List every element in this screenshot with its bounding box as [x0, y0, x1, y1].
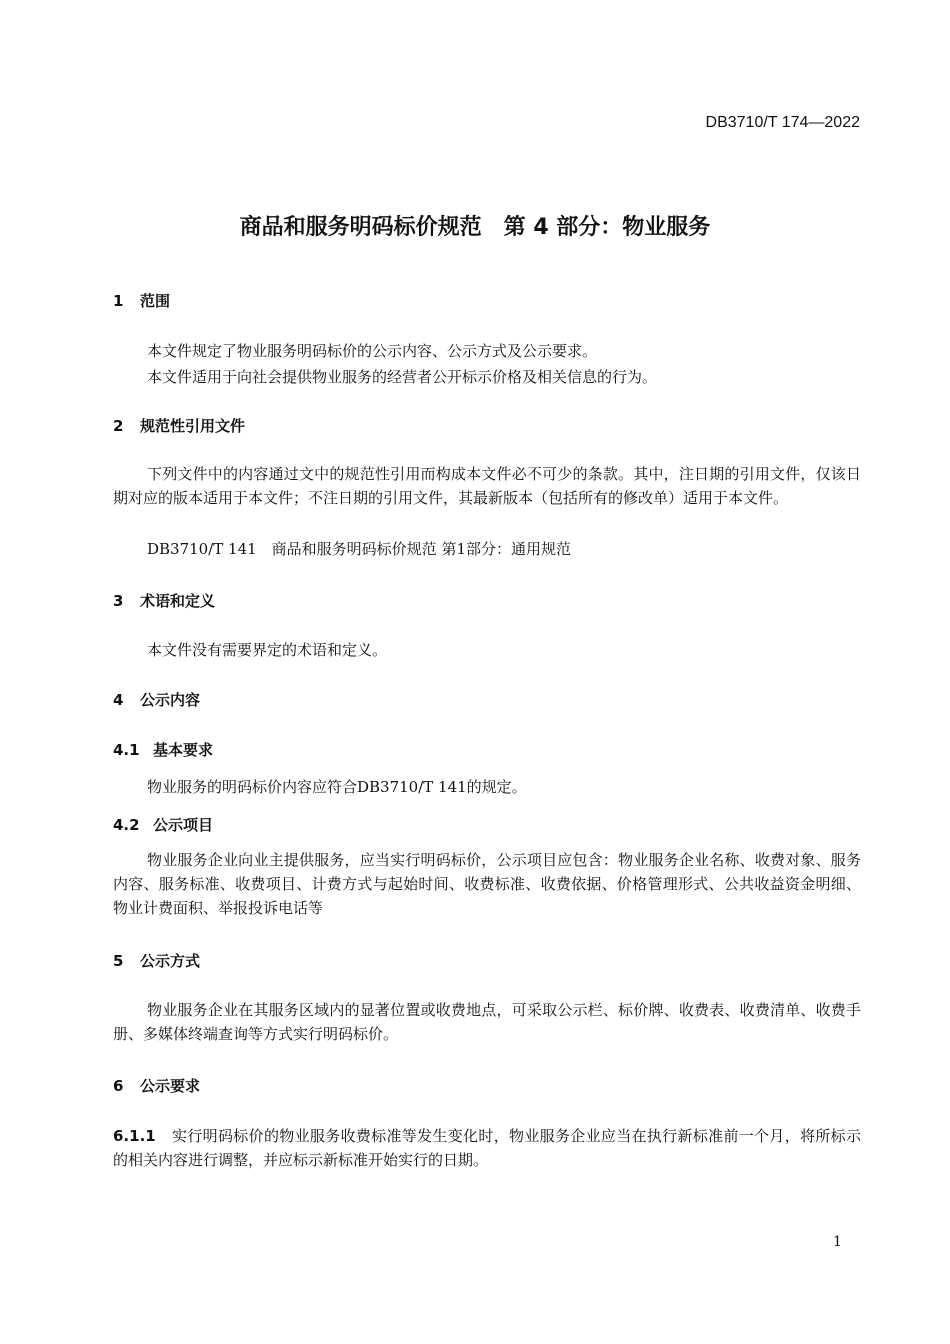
page-number: 1	[833, 1234, 842, 1250]
normative-references-paragraph: 下列文件中的内容通过文中的规范性引用而构成本文件必不可少的条款。其中，注日期的引用文件，仅该日期对应的版本适用于本文件；不注日期的引用文件，其最新版本（包括所有的修改单）适用于本文件。	[113, 465, 861, 507]
section-number: 6	[113, 1077, 124, 1095]
terms-line: 本文件没有需要界定的术语和定义。	[147, 641, 388, 659]
section-heading-publicity-requirements	[113, 1075, 200, 1096]
subsection-number: 4.2	[113, 816, 140, 834]
subsection-heading-publicity-items	[113, 814, 213, 835]
subsection-number: 4.1	[113, 741, 140, 759]
clause-text: 实行明码标价的物业服务收费标准等发生变化时，物业服务企业应当在执行新标准前一个月，将所标示的相关内容进行调整，并应标示新标准开始实行的日期。	[113, 1127, 861, 1169]
publicity-items-paragraph: 物业服务企业向业主提供服务，应当实行明码标价，公示项目应包含：物业服务企业名称、收费对象、服务内容、服务标准、收费项目、计费方式与起始时间、收费标准、收费依据、价格管理形式、公共收益资金明细、物业计费面积、举报投诉电话等	[113, 851, 861, 917]
section-title: 术语和定义	[140, 592, 216, 610]
section-title: 范围	[140, 292, 171, 310]
section-number: 4	[113, 691, 124, 709]
section-number: 1	[113, 292, 124, 310]
section-heading-scope	[113, 290, 170, 311]
basic-requirements-line: 物业服务的明码标价内容应符合DB3710/T 141的规定。	[147, 778, 527, 796]
scope-line-1: 本文件规定了物业服务明码标价的公示内容、公示方式及公示要求。	[147, 342, 598, 360]
section-title: 规范性引用文件	[140, 417, 246, 435]
section-heading-normative-references	[113, 415, 245, 436]
section-heading-publicity-methods	[113, 950, 200, 971]
section-number: 3	[113, 592, 124, 610]
section-heading-terms	[113, 590, 215, 611]
section-title: 公示内容	[140, 691, 201, 709]
reference-entry: DB3710/T 141 商品和服务明码标价规范 第1部分：通用规范	[147, 540, 571, 558]
page-title: 商品和服务明码标价规范 第 4 部分：物业服务	[239, 215, 711, 240]
section-number: 2	[113, 417, 124, 435]
section-number: 5	[113, 952, 124, 970]
clause-number: 6.1.1	[113, 1127, 156, 1145]
subsection-title: 公示项目	[153, 816, 214, 834]
subsection-heading-basic-requirements	[113, 739, 213, 760]
section-heading-publicity-content	[113, 689, 200, 710]
section-title: 公示方式	[140, 952, 201, 970]
clause-6-1-1	[113, 1124, 861, 1172]
scope-line-2: 本文件适用于向社会提供物业服务的经营者公开标示价格及相关信息的行为。	[147, 368, 658, 386]
subsection-title: 基本要求	[153, 741, 214, 759]
document-number: DB3710/T 174—2022	[705, 114, 860, 131]
publicity-methods-paragraph: 物业服务企业在其服务区域内的显著位置或收费地点，可采取公示栏、标价牌、收费表、收费清单、收费手册、多媒体终端查询等方式实行明码标价。	[113, 1001, 861, 1043]
section-title: 公示要求	[140, 1077, 201, 1095]
